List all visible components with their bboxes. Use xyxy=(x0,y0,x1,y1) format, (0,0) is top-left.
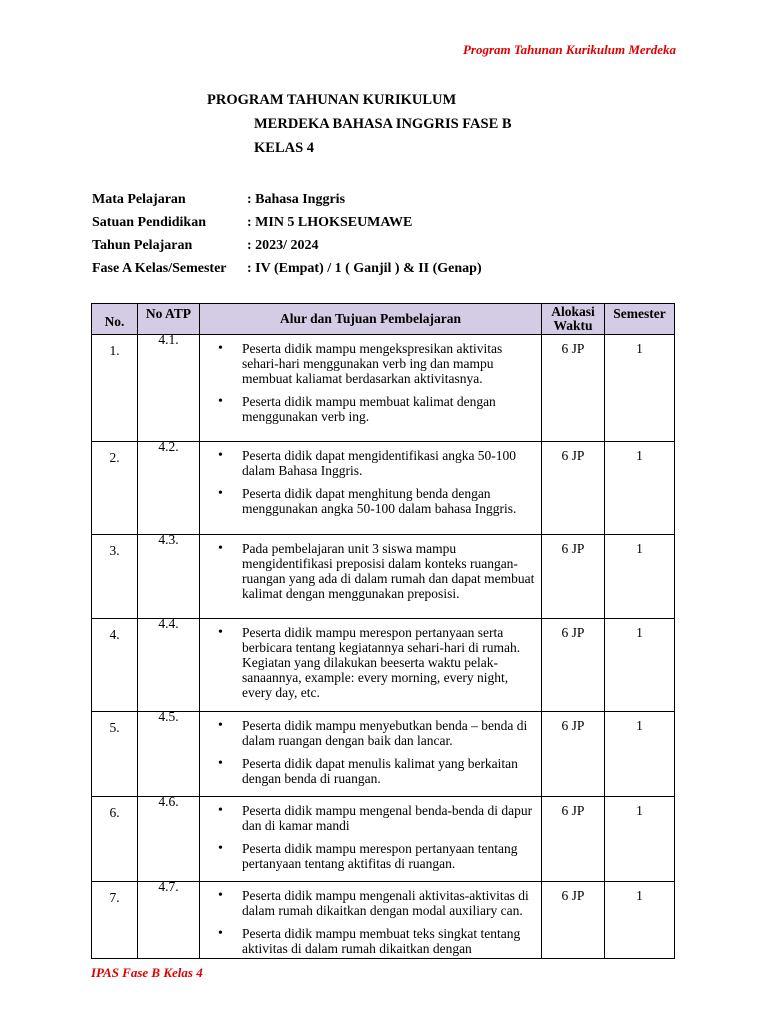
cell-alur xyxy=(200,442,542,535)
cell-alokasi: 6 JP xyxy=(542,619,605,712)
atp-code: 4.3. xyxy=(158,532,179,547)
cell-atp xyxy=(138,709,200,797)
cell-alokasi: 6 JP xyxy=(542,712,605,797)
cell-semester: 1 xyxy=(605,442,675,535)
atp-table xyxy=(91,303,675,959)
objective-item xyxy=(218,841,537,871)
table-row xyxy=(92,535,675,619)
info-value: : IV (Empat) / 1 ( Ganjil ) & II (Genap) xyxy=(247,260,482,276)
bullet-icon: • xyxy=(218,486,223,501)
objective-item xyxy=(218,341,537,386)
info-row-school xyxy=(92,211,482,234)
objective-text: Peserta didik mampu menyebutkan benda – benda di dalam ruangan dengan baik dan lancar. xyxy=(242,718,528,748)
table-row xyxy=(92,797,675,882)
header-atp: No ATP xyxy=(138,304,200,335)
objective-list xyxy=(218,625,537,700)
bullet-icon: • xyxy=(218,803,223,818)
header-alokasi-line1: Alokasi xyxy=(551,304,595,319)
info-row-subject xyxy=(92,188,482,211)
info-block xyxy=(92,188,482,280)
objective-list xyxy=(218,341,537,424)
header-no: No. xyxy=(92,304,138,335)
objective-item xyxy=(218,803,537,833)
objective-text: Peserta didik mampu membuat kalimat dengan menggunakan verb ing. xyxy=(242,394,496,424)
objective-text: Peserta didik mampu merespon pertanyaan tentang pertanyaan tentang aktifitas di ruangan. xyxy=(242,841,518,871)
cell-alokasi: 6 JP xyxy=(542,797,605,882)
objective-text: Peserta didik dapat mengidentifikasi angka 50-100 dalam Bahasa Inggris. xyxy=(242,448,517,478)
info-value: : 2023/ 2024 xyxy=(247,237,319,253)
objective-item xyxy=(218,541,537,601)
header-alokasi xyxy=(542,304,605,335)
cell-alokasi: 6 JP xyxy=(542,882,605,959)
cell-alokasi: 6 JP xyxy=(542,335,605,442)
header-alur: Alur dan Tujuan Pembelajaran xyxy=(200,304,542,335)
bullet-icon: • xyxy=(218,394,223,409)
info-value: : Bahasa Inggris xyxy=(247,191,346,207)
bullet-icon: • xyxy=(218,341,223,356)
objective-text: Peserta didik mampu merespon pertanyaan serta berbicara tentang kegiatannya sehari-hari di rumah. Kegiatan yang dilakukan beeserta waktu pelak- sanaannya, example: every morning, every night, every day, etc. xyxy=(242,625,521,700)
cell-atp xyxy=(138,616,200,712)
bullet-icon: • xyxy=(218,625,223,640)
table-row xyxy=(92,712,675,797)
objective-item xyxy=(218,756,537,786)
cell-alur xyxy=(200,619,542,712)
cell-semester: 1 xyxy=(605,535,675,619)
cell-alur xyxy=(200,797,542,882)
objective-text: Peserta didik dapat menghitung benda dengan menggunakan angka 50-100 dalam bahasa Inggris. xyxy=(242,486,517,516)
header-semester: Semester xyxy=(605,304,675,335)
cell-no: 6. xyxy=(92,797,138,882)
info-value: : MIN 5 LHOKSEUMAWE xyxy=(247,214,413,230)
cell-no: 5. xyxy=(92,712,138,797)
objective-item xyxy=(218,888,537,918)
objective-item xyxy=(218,625,537,700)
cell-semester: 1 xyxy=(605,335,675,442)
table-row xyxy=(92,335,675,442)
title-line-1: PROGRAM TAHUNAN KURIKULUM xyxy=(207,92,457,108)
info-row-phase xyxy=(92,257,482,280)
objective-text: Peserta didik mampu mengekspresikan aktivitas sehari-hari menggunakan verb ing dan mampu membuat kaliamat berdasarkan aktivitasnya. xyxy=(242,341,503,386)
info-label: Mata Pelajaran xyxy=(92,191,186,207)
atp-code: 4.4. xyxy=(158,616,179,631)
info-label: Satuan Pendidikan xyxy=(92,214,206,230)
cell-no: 4. xyxy=(92,619,138,712)
cell-semester: 1 xyxy=(605,619,675,712)
bullet-icon: • xyxy=(218,718,223,733)
cell-atp xyxy=(138,532,200,619)
objective-item xyxy=(218,718,537,748)
cell-atp xyxy=(138,439,200,535)
table-row xyxy=(92,442,675,535)
table-row xyxy=(92,882,675,959)
objective-text: Peserta didik dapat menulis kalimat yang berkaitan dengan benda di ruangan. xyxy=(242,756,518,786)
cell-alokasi: 6 JP xyxy=(542,535,605,619)
atp-code: 4.7. xyxy=(158,879,179,894)
cell-semester: 1 xyxy=(605,797,675,882)
cell-atp xyxy=(138,332,200,442)
objective-item xyxy=(218,926,537,956)
objective-list xyxy=(218,448,537,516)
objective-text: Peserta didik mampu mengenal benda-benda di dapur dan di kamar mandi xyxy=(242,803,533,833)
cell-atp xyxy=(138,794,200,882)
cell-semester: 1 xyxy=(605,882,675,959)
objective-list xyxy=(218,803,537,871)
cell-alur xyxy=(200,882,542,959)
bullet-icon: • xyxy=(218,541,223,556)
cell-alur xyxy=(200,335,542,442)
bullet-icon: • xyxy=(218,926,223,941)
cell-no: 1. xyxy=(92,335,138,442)
bullet-icon: • xyxy=(218,756,223,771)
objective-list xyxy=(218,888,537,956)
cell-semester: 1 xyxy=(605,712,675,797)
bullet-icon: • xyxy=(218,841,223,856)
cell-atp xyxy=(138,879,200,959)
title-line-2: MERDEKA BAHASA INGGRIS FASE B xyxy=(254,116,512,132)
table-row xyxy=(92,619,675,712)
objective-text: Pada pembelajaran unit 3 siswa mampu mengidentifikasi preposisi dalam konteks ruangan- ruangan yang ada di dalam rumah dan dapat membuat kalimat dengan menggunakan preposisi. xyxy=(242,541,535,601)
page-header-note: Program Tahunan Kurikulum Merdeka xyxy=(462,42,676,57)
objective-item xyxy=(218,486,537,516)
bullet-icon: • xyxy=(218,888,223,903)
atp-code: 4.6. xyxy=(158,794,179,809)
cell-no: 3. xyxy=(92,535,138,619)
atp-code: 4.5. xyxy=(158,709,179,724)
objective-item xyxy=(218,394,537,424)
cell-no: 7. xyxy=(92,882,138,959)
objective-list xyxy=(218,718,537,786)
table-header-row xyxy=(92,304,675,335)
objective-text: Peserta didik mampu mengenali aktivitas-aktivitas di dalam rumah dikaitkan dengan modal auxiliary can. xyxy=(242,888,529,918)
bullet-icon: • xyxy=(218,448,223,463)
cell-alokasi: 6 JP xyxy=(542,442,605,535)
objective-list xyxy=(218,541,537,601)
title-line-3: KELAS 4 xyxy=(254,140,315,156)
info-label: Fase A Kelas/Semester xyxy=(92,260,227,276)
cell-alur xyxy=(200,712,542,797)
atp-code: 4.1. xyxy=(158,332,179,347)
atp-code: 4.2. xyxy=(158,439,179,454)
info-row-year xyxy=(92,234,482,257)
objective-text: Peserta didik mampu membuat teks singkat tentang aktivitas di dalam rumah dikaitkan dengan xyxy=(242,926,521,956)
header-alokasi-line2: Waktu xyxy=(553,318,593,333)
cell-alur xyxy=(200,535,542,619)
info-label: Tahun Pelajaran xyxy=(92,237,193,253)
cell-no: 2. xyxy=(92,442,138,535)
page-footer-note: IPAS Fase B Kelas 4 xyxy=(91,965,203,980)
objective-item xyxy=(218,448,537,478)
